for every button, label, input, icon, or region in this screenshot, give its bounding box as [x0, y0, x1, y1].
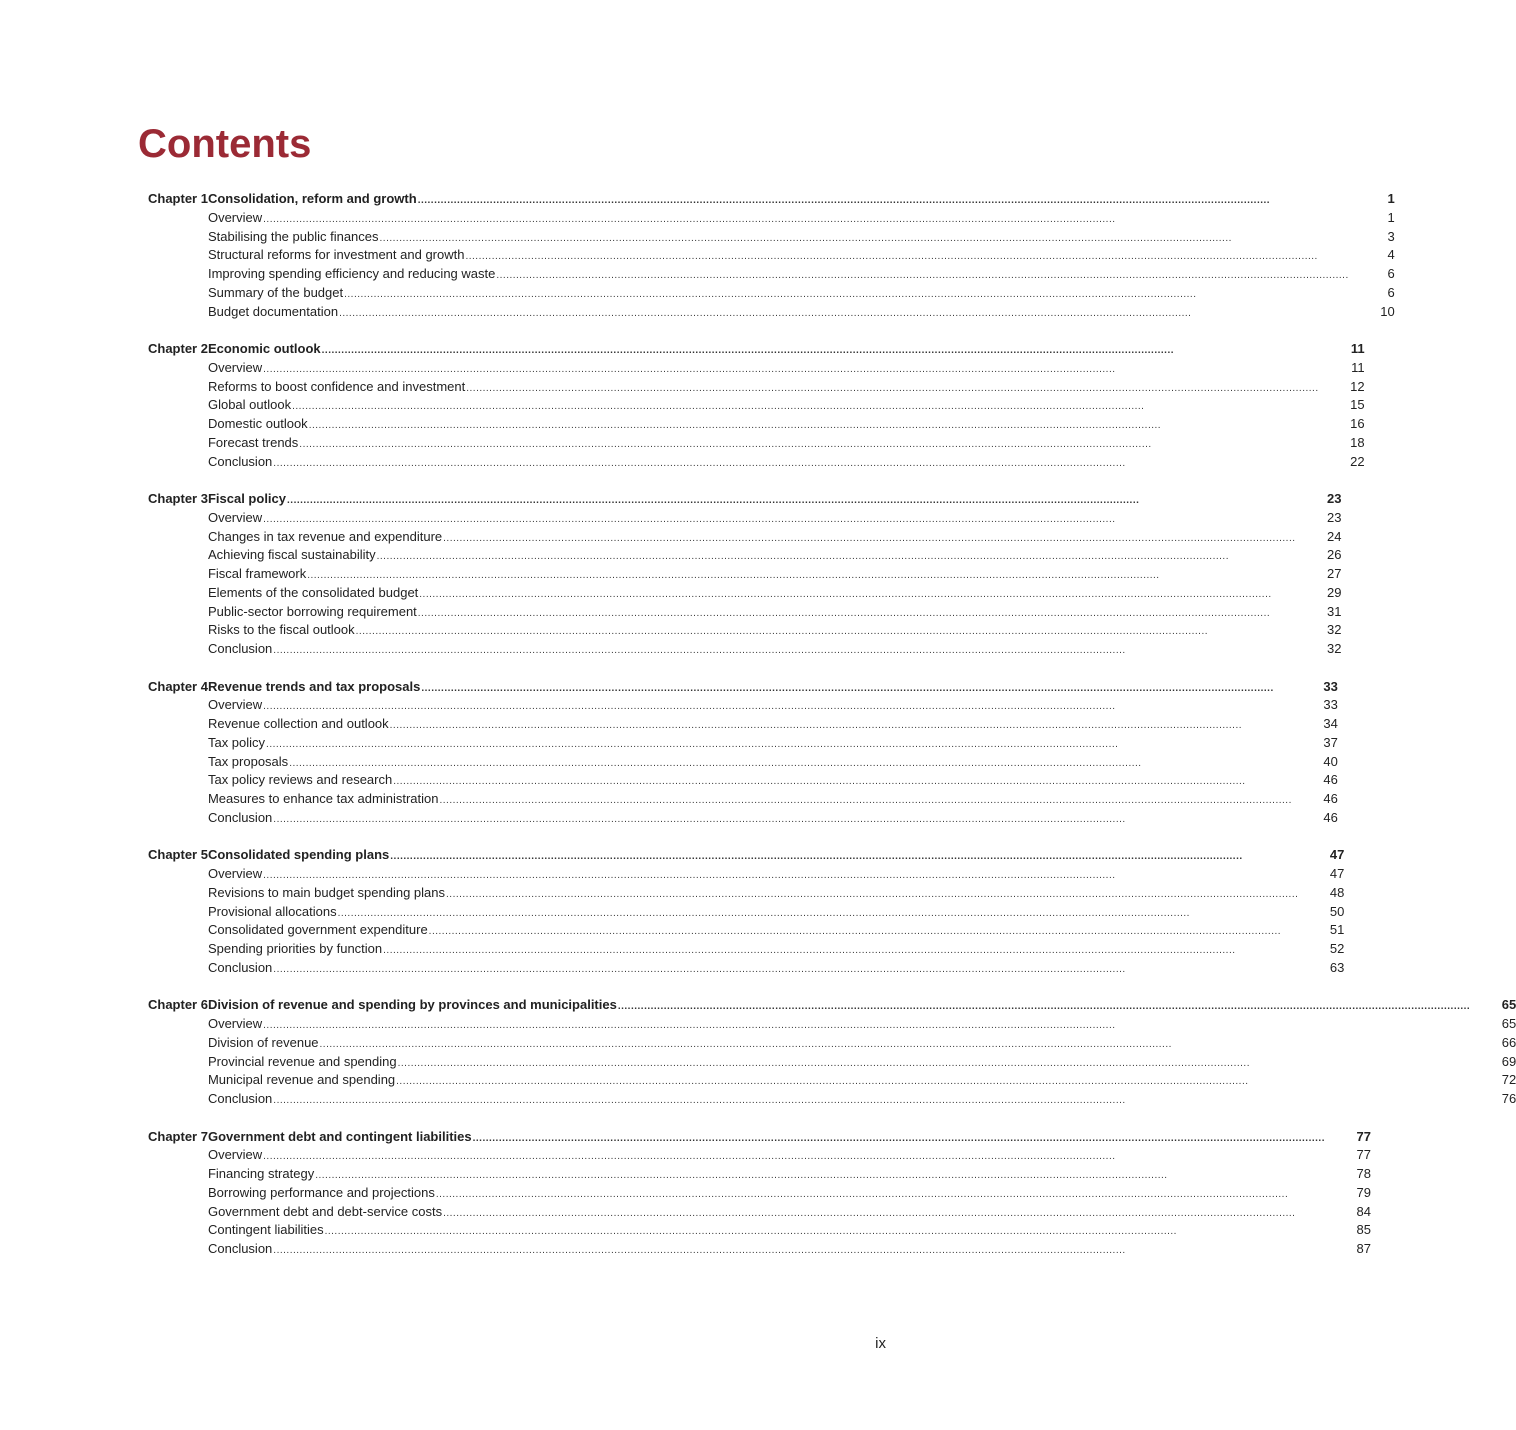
toc-chapter-title-row[interactable]	[208, 846, 1344, 865]
toc-entry-page: 69	[1501, 1053, 1516, 1069]
toc-entry-title: Forecast trends	[207, 434, 299, 450]
toc-entry-title: Structural reforms for investment and growth	[207, 247, 465, 263]
toc-entry-page: 29	[1327, 584, 1342, 600]
toc-entry-title: Reforms to boost confidence and investment	[207, 378, 466, 394]
toc-entry-title: Changes in tax revenue and expenditure	[207, 528, 443, 544]
dot-leader: ....................................................................................................................................................................................................................................................................	[273, 1095, 1126, 1106]
dot-leader: ....................................................................................................................................................................................................................................................................	[417, 195, 1271, 206]
dot-leader: ....................................................................................................................................................................................................................................................................	[273, 457, 1126, 469]
dot-leader: ....................................................................................................................................................................................................................................................................	[321, 345, 1175, 356]
toc-entry-page: 46	[1323, 772, 1338, 788]
toc-entry[interactable]	[208, 921, 1344, 940]
toc-entry-title: Tax policy reviews and research	[207, 772, 393, 788]
toc-entry-page: 23	[1327, 509, 1342, 525]
chapter-label: Chapter 6	[148, 997, 208, 1013]
toc-entry-page: 72	[1501, 1072, 1516, 1088]
toc-entry-title: Spending priorities by function	[207, 941, 383, 956]
toc-entry[interactable]	[208, 1240, 1371, 1259]
toc-entry[interactable]	[208, 453, 1365, 472]
dot-leader: ....................................................................................................................................................................................................................................................................	[308, 420, 1162, 431]
chapter-entries	[208, 340, 1365, 471]
toc-entry[interactable]	[208, 1034, 1516, 1053]
toc-entry-page: 18	[1350, 434, 1365, 450]
dot-leader: ....................................................................................................................................................................................................................................................................	[263, 1151, 1116, 1163]
toc-entry-page: 52	[1329, 941, 1345, 956]
toc-entry[interactable]	[208, 734, 1338, 753]
toc-entry-page: 6	[1387, 284, 1395, 300]
toc-entry-title: Provisional allocations	[207, 903, 337, 919]
table-of-contents	[148, 190, 1516, 1278]
toc-entry-page: 47	[1329, 866, 1345, 881]
toc-entry[interactable]	[208, 715, 1338, 734]
page-title: Contents	[138, 122, 312, 166]
dot-leader: ....................................................................................................................................................................................................................................................................	[263, 513, 1116, 525]
dot-leader: ....................................................................................................................................................................................................................................................................	[344, 288, 1197, 300]
dot-leader: ....................................................................................................................................................................................................................................................................	[389, 720, 1243, 731]
toc-chapter	[148, 678, 1338, 828]
toc-entry-title: Government debt and debt-service costs	[207, 1203, 443, 1219]
toc-entry-title: Consolidated government expenditure	[207, 922, 428, 938]
dot-leader: ....................................................................................................................................................................................................................................................................	[339, 307, 1192, 319]
toc-entry-page: 3	[1387, 228, 1395, 244]
toc-entry[interactable]	[208, 603, 1342, 622]
toc-entry-page: 12	[1350, 378, 1365, 394]
toc-entry[interactable]	[208, 1146, 1371, 1165]
toc-entry-page: 23	[1327, 491, 1342, 506]
toc-entry-title: Division of revenue	[207, 1034, 319, 1050]
toc-entry[interactable]	[208, 621, 1342, 640]
toc-chapter	[148, 996, 1516, 1109]
toc-entry-page: 26	[1327, 547, 1342, 563]
dot-leader: ....................................................................................................................................................................................................................................................................	[417, 607, 1271, 619]
page-number: ix	[875, 1335, 886, 1352]
toc-entry-page: 22	[1350, 453, 1365, 469]
dot-leader: ....................................................................................................................................................................................................................................................................	[273, 813, 1126, 825]
toc-entry-title: Overview	[207, 209, 263, 225]
dot-leader: ....................................................................................................................................................................................................................................................................	[446, 888, 1299, 900]
toc-chapter-title-row[interactable]	[208, 1128, 1371, 1147]
dot-leader: ....................................................................................................................................................................................................................................................................	[472, 1132, 1325, 1144]
toc-entry[interactable]	[208, 584, 1342, 603]
dot-leader: ....................................................................................................................................................................................................................................................................	[299, 438, 1152, 450]
toc-entry-title: Revenue trends and tax proposals	[207, 678, 421, 694]
toc-chapter-title-row[interactable]	[208, 340, 1365, 359]
toc-entry-title: Elements of the consolidated budget	[207, 584, 419, 600]
toc-chapter	[148, 190, 1395, 321]
dot-leader: ....................................................................................................................................................................................................................................................................	[396, 1076, 1249, 1088]
toc-entry[interactable]	[208, 434, 1365, 453]
toc-entry-title: Global outlook	[207, 397, 292, 413]
toc-chapter-title-row[interactable]	[208, 190, 1395, 209]
dot-leader: ....................................................................................................................................................................................................................................................................	[355, 626, 1209, 638]
toc-entry-title: Public-sector borrowing requirement	[207, 603, 417, 619]
toc-chapter-title-row[interactable]	[208, 996, 1516, 1015]
toc-entry-page: 63	[1329, 959, 1345, 975]
chapter-entries	[208, 846, 1344, 977]
chapter-entries	[208, 678, 1338, 828]
chapter-entries	[208, 1128, 1371, 1259]
toc-entry-page: 16	[1350, 416, 1365, 431]
toc-entry-page: 1	[1387, 191, 1395, 206]
toc-entry-title: Borrowing performance and projections	[207, 1184, 435, 1200]
toc-entry-title: Summary of the budget	[207, 284, 344, 300]
toc-entry-page: 40	[1323, 753, 1338, 769]
toc-entry[interactable]	[208, 378, 1365, 397]
toc-entry-title: Conclusion	[207, 1241, 273, 1256]
dot-leader: ....................................................................................................................................................................................................................................................................	[319, 1038, 1172, 1050]
toc-entry-title: Revenue collection and outlook	[207, 716, 389, 731]
toc-entry-page: 33	[1323, 678, 1338, 694]
toc-entry-title: Conclusion	[207, 959, 273, 975]
toc-entry-title: Overview	[207, 866, 263, 881]
toc-entry-page: 50	[1329, 903, 1345, 919]
toc-entry[interactable]	[208, 546, 1342, 565]
toc-entry-page: 6	[1387, 266, 1395, 281]
toc-entry-title: Fiscal policy	[207, 491, 287, 506]
dot-leader: ....................................................................................................................................................................................................................................................................	[263, 701, 1116, 713]
toc-entry-title: Achieving fiscal sustainability	[207, 547, 376, 563]
toc-entry-page: 32	[1327, 622, 1342, 638]
toc-entry[interactable]	[208, 696, 1338, 715]
toc-entry[interactable]	[208, 359, 1365, 378]
toc-entry-page: 84	[1356, 1203, 1371, 1219]
toc-entry-page: 85	[1356, 1222, 1371, 1238]
dot-leader: ....................................................................................................................................................................................................................................................................	[263, 870, 1116, 881]
dot-leader: ....................................................................................................................................................................................................................................................................	[443, 532, 1296, 544]
toc-entry-page: 51	[1329, 922, 1345, 938]
dot-leader: ....................................................................................................................................................................................................................................................................	[617, 1001, 1471, 1013]
toc-entry-page: 37	[1323, 734, 1338, 750]
toc-entry-page: 15	[1350, 397, 1365, 413]
toc-entry[interactable]	[208, 771, 1338, 790]
toc-entry-page: 65	[1501, 997, 1516, 1013]
toc-entry-title: Financing strategy	[207, 1166, 315, 1181]
chapter-label: Chapter 4	[148, 678, 208, 694]
toc-entry[interactable]	[208, 903, 1344, 922]
dot-leader: ....................................................................................................................................................................................................................................................................	[496, 270, 1349, 281]
chapter-label: Chapter 7	[148, 1128, 208, 1144]
toc-entry-title: Measures to enhance tax administration	[207, 791, 439, 806]
dot-leader: ....................................................................................................................................................................................................................................................................	[465, 251, 1318, 263]
dot-leader: ....................................................................................................................................................................................................................................................................	[263, 213, 1116, 225]
toc-entry[interactable]	[208, 1015, 1516, 1034]
dot-leader: ....................................................................................................................................................................................................................................................................	[324, 1226, 1177, 1238]
toc-entry-title: Consolidation, reform and growth	[207, 191, 417, 206]
toc-entry-page: 47	[1329, 847, 1345, 863]
dot-leader: ....................................................................................................................................................................................................................................................................	[307, 570, 1160, 581]
toc-entry-page: 27	[1327, 566, 1342, 581]
toc-entry-title: Domestic outlook	[207, 416, 308, 431]
toc-entry-page: 11	[1351, 359, 1365, 375]
dot-leader: ....................................................................................................................................................................................................................................................................	[421, 682, 1274, 694]
toc-chapter	[148, 846, 1345, 977]
toc-entry[interactable]	[208, 415, 1365, 434]
dot-leader: ....................................................................................................................................................................................................................................................................	[390, 851, 1243, 863]
toc-entry[interactable]	[208, 1053, 1516, 1072]
chapter-label: Chapter 2	[148, 341, 208, 356]
toc-entry-page: 4	[1387, 247, 1395, 263]
toc-entry-page: 46	[1323, 809, 1338, 825]
toc-entry[interactable]	[208, 959, 1344, 978]
toc-entry-title: Municipal revenue and spending	[207, 1072, 396, 1088]
toc-entry-page: 24	[1327, 528, 1342, 544]
toc-entry-page: 65	[1501, 1016, 1516, 1031]
toc-entry-title: Stabilising the public finances	[207, 228, 379, 244]
dot-leader: ....................................................................................................................................................................................................................................................................	[439, 795, 1292, 806]
dot-leader: ....................................................................................................................................................................................................................................................................	[419, 588, 1272, 600]
dot-leader: ....................................................................................................................................................................................................................................................................	[379, 232, 1232, 244]
toc-entry-page: 77	[1356, 1147, 1371, 1163]
toc-entry-page: 78	[1356, 1166, 1371, 1181]
toc-entry-title: Conclusion	[207, 641, 273, 656]
dot-leader: ....................................................................................................................................................................................................................................................................	[266, 738, 1119, 750]
toc-chapter	[148, 340, 1365, 471]
toc-entry-title: Provincial revenue and spending	[207, 1053, 397, 1069]
dot-leader: ....................................................................................................................................................................................................................................................................	[263, 1020, 1116, 1031]
toc-entry[interactable]	[208, 246, 1395, 265]
toc-entry[interactable]	[208, 884, 1344, 903]
toc-entry-title: Improving spending efficiency and reducing waste	[207, 266, 496, 281]
toc-entry-page: 10	[1380, 303, 1395, 319]
toc-entry[interactable]	[208, 1071, 1516, 1090]
toc-entry-title: Fiscal framework	[207, 566, 307, 581]
dot-leader: ....................................................................................................................................................................................................................................................................	[376, 551, 1229, 563]
dot-leader: ....................................................................................................................................................................................................................................................................	[273, 645, 1126, 656]
toc-entry[interactable]	[208, 1203, 1371, 1222]
dot-leader: ....................................................................................................................................................................................................................................................................	[292, 401, 1145, 413]
toc-entry-title: Overview	[207, 697, 263, 713]
dot-leader: ....................................................................................................................................................................................................................................................................	[273, 1245, 1126, 1256]
dot-leader: ....................................................................................................................................................................................................................................................................	[435, 1188, 1289, 1200]
chapter-label: Chapter 3	[148, 491, 208, 506]
toc-entry[interactable]	[208, 809, 1338, 828]
toc-entry-title: Overview	[207, 359, 263, 375]
dot-leader: ....................................................................................................................................................................................................................................................................	[273, 963, 1126, 975]
toc-entry-title: Revisions to main budget spending plans	[207, 884, 446, 900]
toc-chapter	[148, 1128, 1371, 1259]
chapter-label: Chapter 1	[148, 191, 208, 206]
toc-entry-title: Overview	[207, 509, 263, 525]
toc-entry-page: 46	[1323, 791, 1338, 806]
toc-entry-title: Budget documentation	[207, 303, 339, 319]
toc-entry-title: Conclusion	[207, 453, 273, 469]
toc-entry[interactable]	[208, 509, 1342, 528]
toc-entry-page: 1	[1387, 209, 1395, 225]
toc-entry-page: 77	[1356, 1128, 1371, 1144]
toc-entry-title: Contingent liabilities	[207, 1222, 324, 1238]
toc-entry-page: 79	[1356, 1184, 1371, 1200]
toc-entry[interactable]	[208, 284, 1395, 303]
toc-entry-title: Tax proposals	[207, 753, 289, 769]
toc-entry[interactable]	[208, 228, 1395, 247]
dot-leader: ....................................................................................................................................................................................................................................................................	[315, 1170, 1168, 1181]
toc-entry[interactable]	[208, 565, 1342, 584]
toc-chapter-title-row[interactable]	[208, 678, 1338, 697]
dot-leader: ....................................................................................................................................................................................................................................................................	[443, 1207, 1296, 1219]
toc-entry[interactable]	[208, 753, 1338, 772]
dot-leader: ....................................................................................................................................................................................................................................................................	[337, 907, 1190, 919]
dot-leader: ....................................................................................................................................................................................................................................................................	[397, 1057, 1250, 1069]
toc-entry-page: 32	[1327, 641, 1342, 656]
chapter-label: Chapter 5	[148, 847, 208, 863]
toc-entry-title: Conclusion	[207, 809, 273, 825]
toc-entry[interactable]	[208, 640, 1342, 659]
toc-entry-page: 66	[1501, 1034, 1516, 1050]
toc-entry[interactable]	[208, 1184, 1371, 1203]
toc-entry[interactable]	[208, 265, 1395, 284]
chapter-entries	[208, 190, 1395, 321]
toc-entry-page: 87	[1356, 1241, 1371, 1256]
toc-entry[interactable]	[208, 1221, 1371, 1240]
toc-entry[interactable]	[208, 209, 1395, 228]
toc-entry-page: 11	[1350, 341, 1365, 356]
toc-entry-page: 31	[1327, 603, 1342, 619]
dot-leader: ....................................................................................................................................................................................................................................................................	[289, 757, 1142, 769]
toc-entry[interactable]	[208, 865, 1344, 884]
dot-leader: ....................................................................................................................................................................................................................................................................	[428, 926, 1282, 938]
toc-entry[interactable]	[208, 940, 1344, 959]
toc-entry-page: 34	[1323, 716, 1338, 731]
toc-entry-page: 76	[1501, 1091, 1516, 1106]
dot-leader: ....................................................................................................................................................................................................................................................................	[383, 945, 1236, 956]
dot-leader: ....................................................................................................................................................................................................................................................................	[263, 363, 1116, 375]
dot-leader: ....................................................................................................................................................................................................................................................................	[466, 382, 1319, 394]
toc-entry[interactable]	[208, 790, 1338, 809]
toc-entry-page: 48	[1329, 884, 1345, 900]
toc-entry-title: Overview	[207, 1016, 263, 1031]
toc-entry-title: Economic outlook	[207, 341, 321, 356]
dot-leader: ....................................................................................................................................................................................................................................................................	[393, 776, 1246, 788]
toc-chapter-title-row[interactable]	[208, 490, 1342, 509]
toc-entry-page: 33	[1323, 697, 1338, 713]
toc-entry[interactable]	[208, 303, 1395, 322]
toc-entry-title: Tax policy	[207, 734, 266, 750]
toc-entry[interactable]	[208, 528, 1342, 547]
chapter-entries	[208, 490, 1342, 659]
toc-entry-title: Division of revenue and spending by provinces and municipalities	[207, 997, 617, 1013]
toc-entry[interactable]	[208, 1165, 1371, 1184]
toc-entry[interactable]	[208, 1090, 1516, 1109]
toc-entry-title: Overview	[207, 1147, 263, 1163]
toc-chapter	[148, 490, 1342, 659]
toc-entry-title: Conclusion	[207, 1091, 273, 1106]
toc-entry-title: Risks to the fiscal outlook	[207, 622, 355, 638]
toc-entry-title: Government debt and contingent liabilities	[207, 1128, 472, 1144]
chapter-entries	[208, 996, 1516, 1109]
toc-entry[interactable]	[208, 396, 1365, 415]
dot-leader: ....................................................................................................................................................................................................................................................................	[287, 495, 1140, 506]
toc-entry-title: Consolidated spending plans	[207, 847, 390, 863]
